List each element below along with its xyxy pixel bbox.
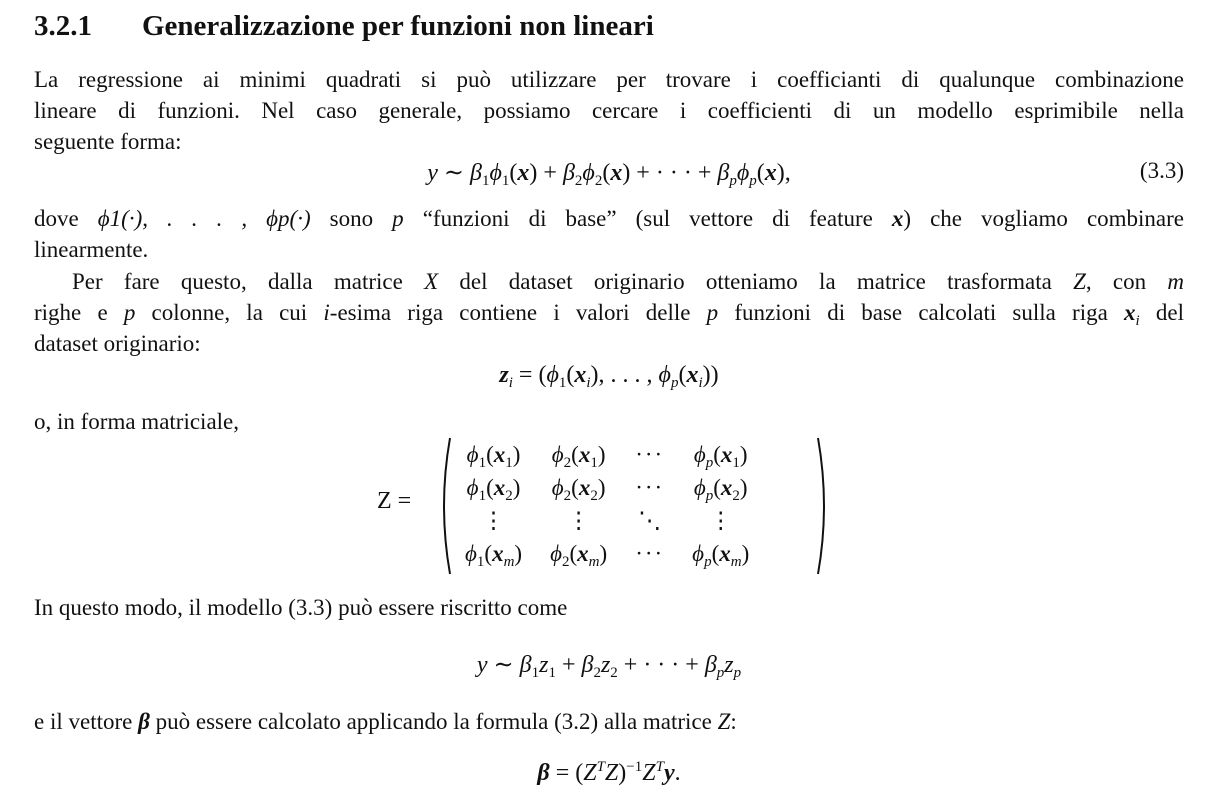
matrix-cell: ⋱ — [638, 507, 662, 533]
matrix-cell: $\phi_p(x_m)$ — [692, 540, 750, 570]
text-line: o, in forma matriciale, — [34, 409, 240, 434]
matrix-cell: $\phi_1(x_1)$ — [466, 441, 521, 471]
matrix-cell: ··· — [635, 474, 665, 500]
matrix-row — [451, 471, 763, 504]
matrix-cell: ··· — [635, 540, 665, 566]
matrix-table — [451, 438, 763, 570]
matrix-cell: ⋮ — [482, 507, 506, 533]
text-line: dataset originario: — [34, 331, 201, 356]
matrix-row — [451, 438, 763, 471]
left-paren — [436, 436, 452, 576]
matrix-cell: $\phi_p(x_1)$ — [693, 441, 748, 471]
matrix-label: Z = — [377, 488, 412, 514]
equation-rewritten-model: y ∼ $\beta_1z_1 + \beta_2z_2$ + · · · + $\beta_pz_p$ — [476, 652, 742, 681]
equation-model: y ∼ $\beta_1\phi_1(x) + \beta_2\phi_2(x)$ + · · · + $\beta_p\phi_p(x)$, — [427, 160, 791, 189]
matrix-equation — [34, 434, 1184, 578]
text-line: seguente forma: — [34, 129, 182, 154]
section-number: 3.2.1 — [34, 10, 92, 42]
matrix-cell: $\phi_1(x_2)$ — [466, 474, 521, 504]
phi-list: ϕ1(·), . . . , ϕp(·) — [97, 206, 311, 231]
matrix-row — [451, 537, 763, 570]
paragraph-basis-functions — [34, 203, 1184, 265]
text-line: La regressione ai minimi quadrati si può utilizzare per trovare i coefficianti di qualunque combinazione — [34, 67, 1184, 92]
matrix-row — [451, 504, 763, 537]
section-heading — [34, 10, 654, 43]
text-line: Per fare questo, dalla matrice X del dataset originario otteniamo la matrice trasformata Z, con m — [72, 269, 1184, 294]
text-line: lineare di funzioni. Nel caso generale, possiamo cercare i coefficienti di un modello esprimibile nella — [34, 98, 1184, 123]
paragraph-intro — [34, 64, 1184, 157]
equation-beta: $\beta = (Z^TZ)^{-1}Z^Ty$. — [537, 759, 681, 786]
matrix-cell: $\phi_2(x_1)$ — [551, 441, 606, 471]
matrix-cell: $\phi_2(x_2)$ — [551, 474, 606, 504]
paragraph-beta — [34, 706, 1184, 737]
matrix-cell: $\phi_p(x_2)$ — [693, 474, 748, 504]
equation-zi: $z_i = (\phi_1(x_i)$, . . . , $\phi_p(x_i)$) — [499, 362, 719, 391]
text-line: In questo modo, il modello (3.3) può essere riscritto come — [34, 595, 568, 620]
text-line: linearmente. — [34, 237, 149, 262]
paragraph-matrix-form — [34, 406, 1184, 437]
text-line: righe e p colonne, la cui i-esima riga contiene i valori delle p funzioni di base calcolati sulla riga $x_i$ del — [34, 300, 1184, 329]
matrix-cell: $\phi_2(x_m)$ — [550, 540, 608, 570]
text-line: e il vettore β può essere calcolato applicando la formula (3.2) alla matrice Z: — [34, 709, 737, 734]
paragraph-rewrite — [34, 592, 1184, 623]
matrix-cell: ⋮ — [709, 507, 733, 533]
paragraph-transformed-matrix — [34, 266, 1184, 359]
text-line: dove ϕ1(·), . . . , ϕp(·) sono p “funzioni di base” (sul vettore di feature x) che vogliamo combinare — [34, 206, 1185, 231]
equation-number: (3.3) — [1139, 158, 1184, 183]
matrix-cell: ··· — [635, 441, 665, 467]
right-paren — [816, 436, 832, 576]
section-title: Generalizzazione per funzioni non lineari — [142, 10, 654, 42]
matrix-cell: ⋮ — [567, 507, 591, 533]
matrix-cell: $\phi_1(x_m)$ — [465, 540, 523, 570]
